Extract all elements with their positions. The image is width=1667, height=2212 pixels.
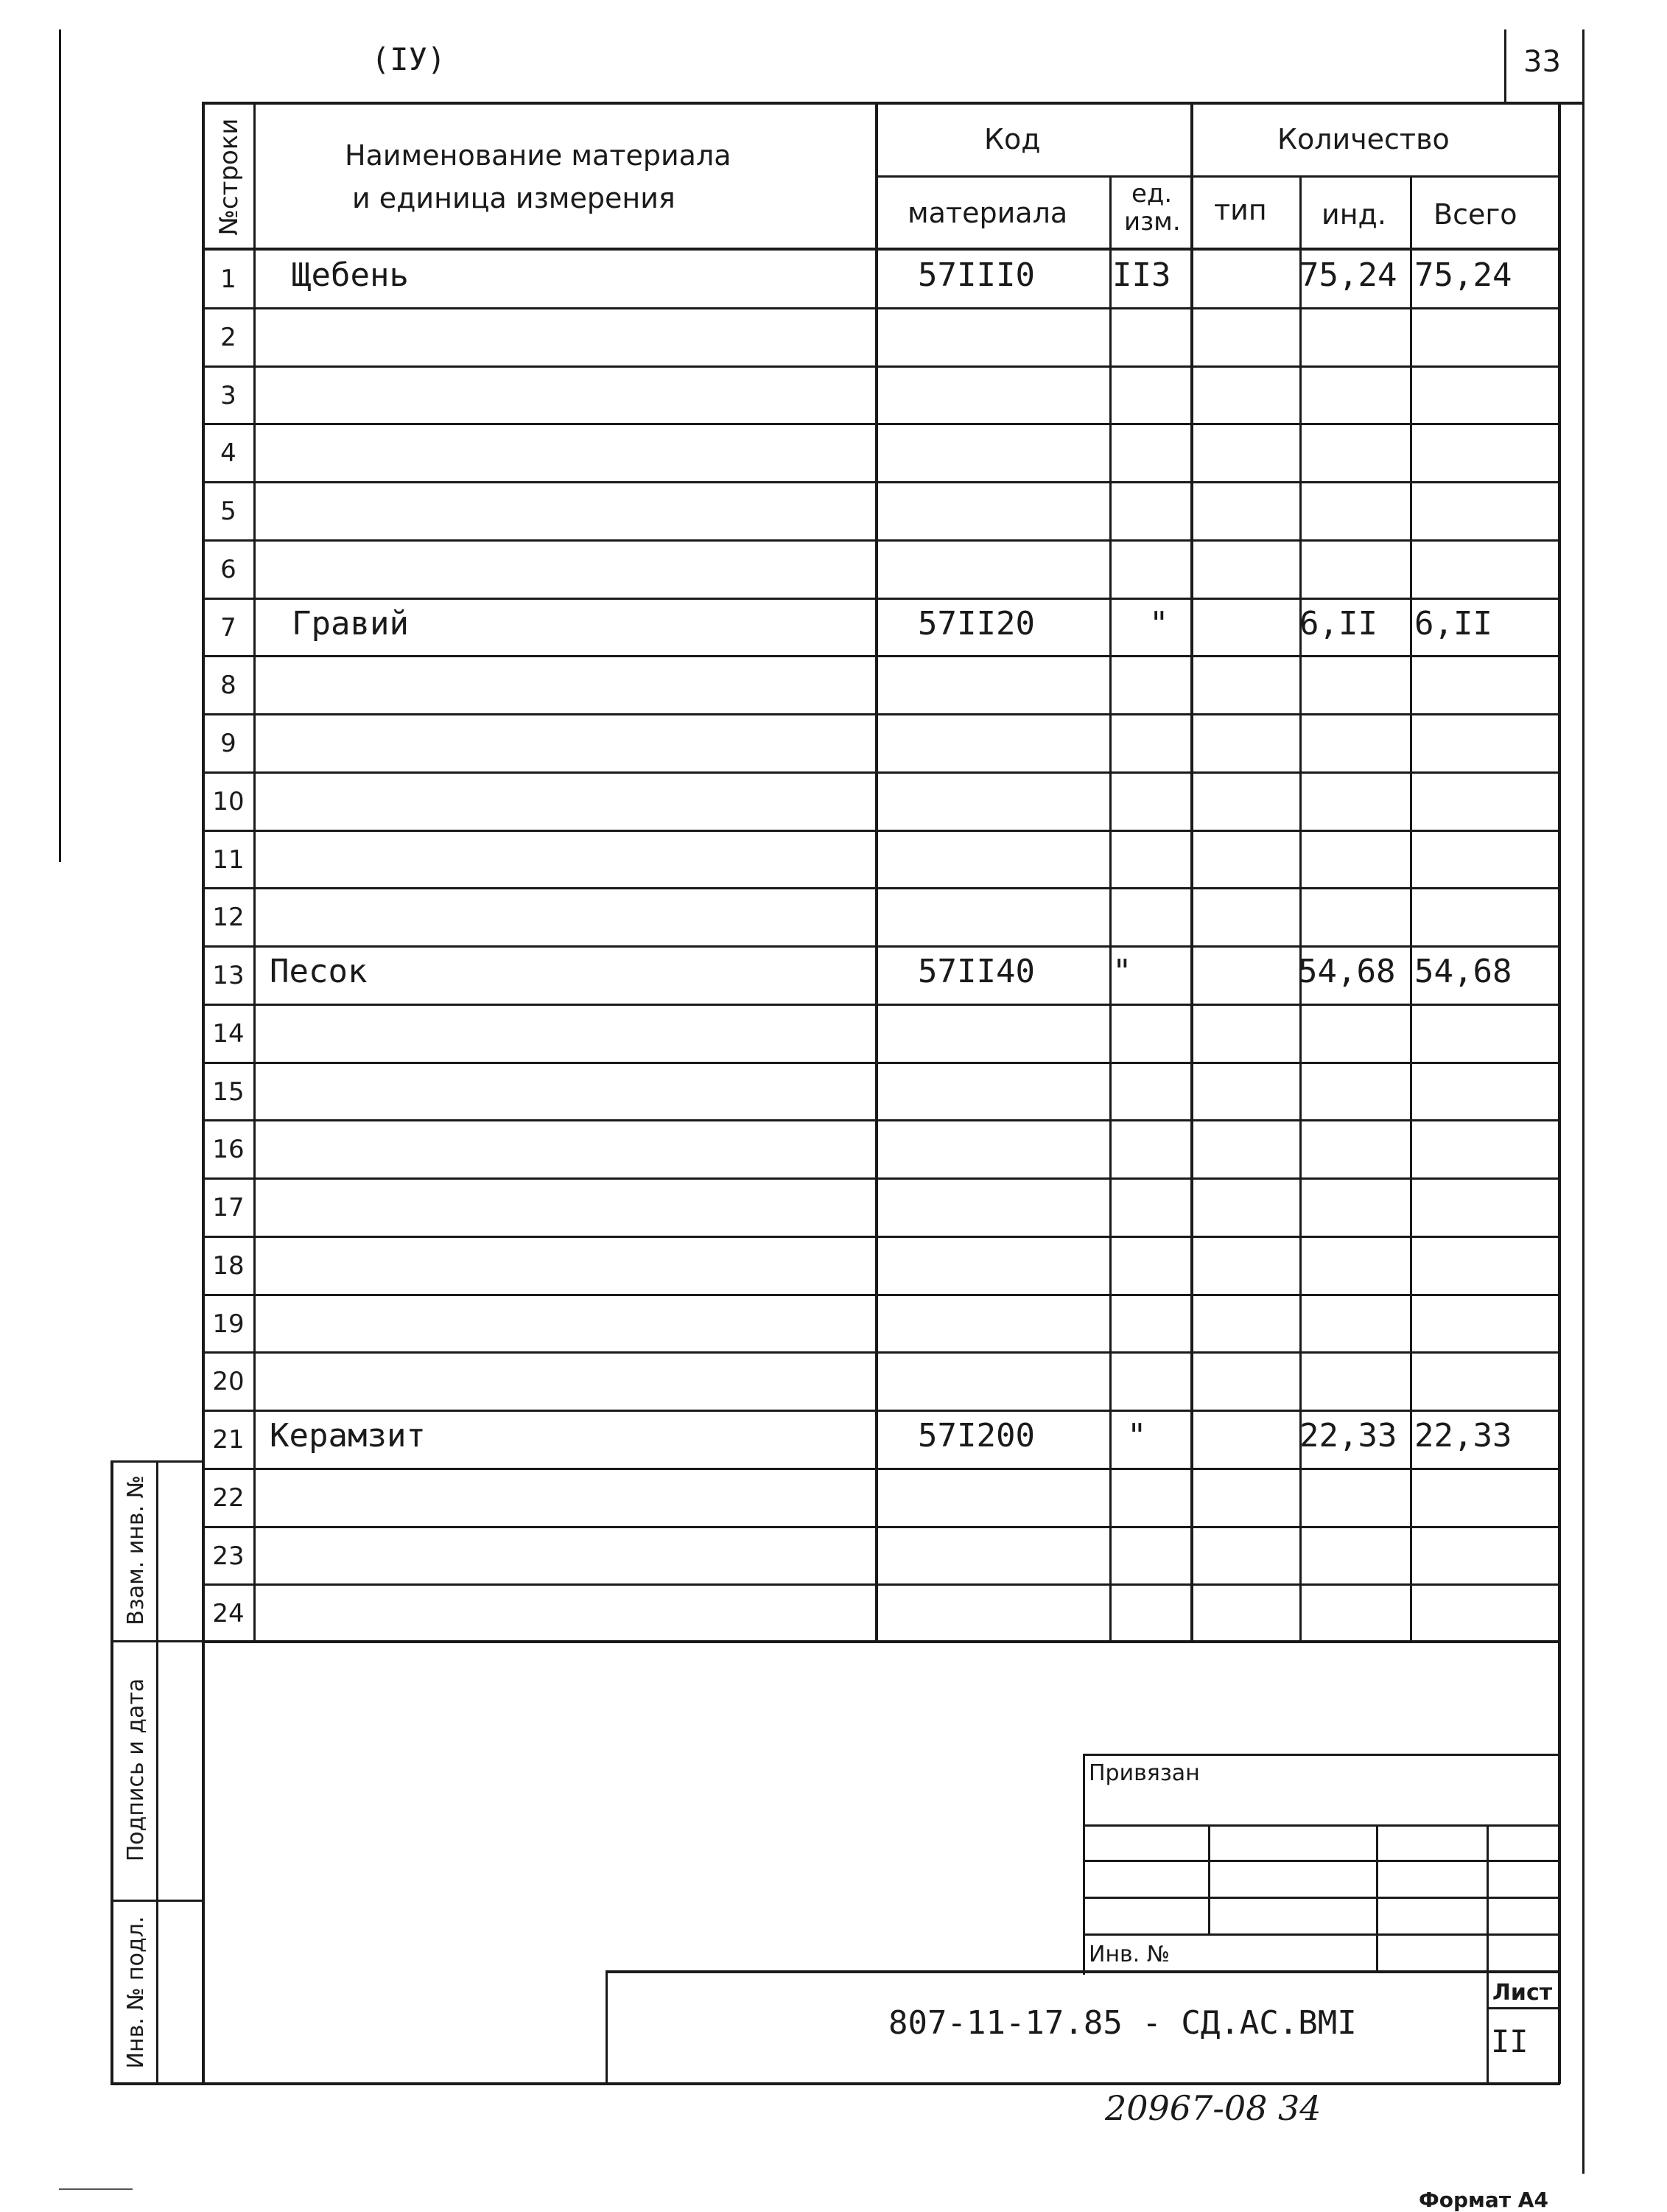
tb-v3 [1487,1824,1489,2084]
stamp-sep-1 [110,1640,203,1642]
header-quantity-group: Количество [1277,123,1450,155]
tb-sheet-number: II [1491,2023,1529,2059]
row-code: 57II20 [918,605,1035,643]
row-code: 57I200 [918,1417,1035,1455]
tb-attached: Привязан [1089,1760,1200,1786]
row-number: 8 [220,671,236,700]
sheet-marker: (IУ) [371,41,446,77]
row-divider [203,423,1559,425]
row-number: 24 [212,1599,245,1628]
row-unit: " [1127,1417,1147,1455]
col-line-ind [1410,175,1412,1642]
header-unit-line2: изм. [1124,207,1181,237]
row-total: 22,33 [1414,1417,1512,1455]
tb-top-outer [1083,1754,1560,1756]
header-name-line2: и единица измерения [352,182,675,214]
row-number: 9 [220,729,236,758]
row-number: 7 [220,613,236,643]
header-row-number: №строки [214,118,244,236]
row-divider [203,598,1559,600]
code-box-left [606,1970,608,2084]
row-total: 6,II [1414,605,1492,643]
header-name-line1: Наименование материала [345,139,731,172]
row-number: 6 [220,555,236,584]
row-number: 16 [212,1135,245,1164]
row-ind: 6,II [1299,605,1378,643]
row-divider [203,1177,1559,1180]
stamp-inner-line [156,1460,158,2084]
row-code: 57II40 [918,953,1035,990]
header-qty-ind: инд. [1322,198,1386,231]
row-divider [203,1583,1559,1586]
row-divider [203,945,1559,948]
row-number: 18 [212,1251,245,1281]
row-divider [203,1294,1559,1296]
row-divider [203,1468,1559,1470]
row-unit: " [1112,953,1132,990]
format-label: Формат А4 [1419,2188,1548,2212]
header-qty-total: Всего [1433,198,1517,231]
table-right-line [1558,102,1561,2084]
row-divider [203,771,1559,774]
top-border-line [203,102,1584,105]
row-divider [203,1119,1559,1121]
row-total: 54,68 [1414,953,1512,990]
row-total: 75,24 [1414,256,1512,294]
header-qty-type: тип [1214,194,1267,226]
row-number: 5 [220,497,236,526]
stamp-sep-2 [110,1900,203,1902]
header-code-material: материала [908,197,1068,229]
row-number: 12 [212,903,245,932]
row-ind: 54,68 [1298,953,1396,990]
row-divider [203,1004,1559,1006]
right-border-line [1582,29,1584,2174]
row-divider [203,539,1559,542]
row-divider [203,713,1559,715]
col-line-code [1109,175,1112,1642]
row-divider [203,1410,1559,1412]
page-number-box-left [1504,29,1506,103]
row-number: 11 [212,845,245,875]
row-name: Песок [270,953,368,990]
row-number: 20 [212,1367,245,1396]
header-mid-line [875,175,1559,178]
row-number: 22 [212,1483,245,1513]
row-number: 19 [212,1309,245,1339]
row-number: 1 [220,265,236,294]
tb-v1 [1208,1824,1210,1935]
row-ind: 22,33 [1299,1417,1397,1455]
row-name: Керамзит [270,1417,426,1455]
row-number: 15 [212,1077,245,1107]
row-number: 13 [212,961,245,990]
stamp-bottom-line [110,2082,1560,2085]
tb-sheet-label: Лист [1492,1980,1553,2006]
stamp-signature-date: Подпись и дата [123,1678,149,1862]
row-number: 3 [220,381,236,410]
row-divider [203,887,1559,889]
row-ind: 75,24 [1299,256,1397,294]
row-code: 57III0 [918,256,1035,294]
stamp-replace-inv: Взам. инв. № [123,1475,149,1625]
row-divider [203,830,1559,832]
left-border-line [59,29,61,862]
row-divider [203,1351,1559,1354]
row-divider [203,307,1559,309]
tb-document-code: 807-11-17.85 - СД.АС.ВМI [888,2004,1357,2042]
table-header-bottom-line [203,248,1559,251]
row-divider [203,365,1559,368]
row-unit: II3 [1112,256,1171,294]
row-number: 14 [212,1019,245,1049]
code-box-top [606,1970,1560,1973]
stamp-top-line [110,1460,203,1463]
row-number: 4 [220,438,236,468]
handwritten-number: 20967-08 34 [1105,2088,1322,2128]
tb-v2 [1376,1824,1378,1972]
row-divider [203,1062,1559,1064]
tb-inv-number: Инв. № [1089,1942,1171,1967]
row-divider [203,1526,1559,1528]
stamp-inv-original: Инв. № подл. [123,1916,149,2069]
header-code-group: Код [984,123,1041,155]
row-number: 17 [212,1193,245,1222]
row-number: 10 [212,787,245,816]
stamp-left-line [110,1460,113,2084]
sheet-label-line [1487,2007,1560,2009]
row-divider [203,1236,1559,1238]
corner-mark [59,2188,133,2190]
row-number: 2 [220,323,236,352]
row-divider [203,655,1559,657]
row-number: 23 [212,1541,245,1571]
table-bottom-line [203,1640,1560,1643]
header-unit-line1: ед. [1131,179,1173,209]
row-unit: " [1149,605,1169,643]
row-name: Гравий [292,605,409,643]
page-number: 33 [1523,45,1561,79]
row-name: Щебень [292,256,409,294]
row-divider [203,481,1559,483]
row-number: 21 [212,1425,245,1455]
tb-left-outer [1083,1754,1085,1975]
